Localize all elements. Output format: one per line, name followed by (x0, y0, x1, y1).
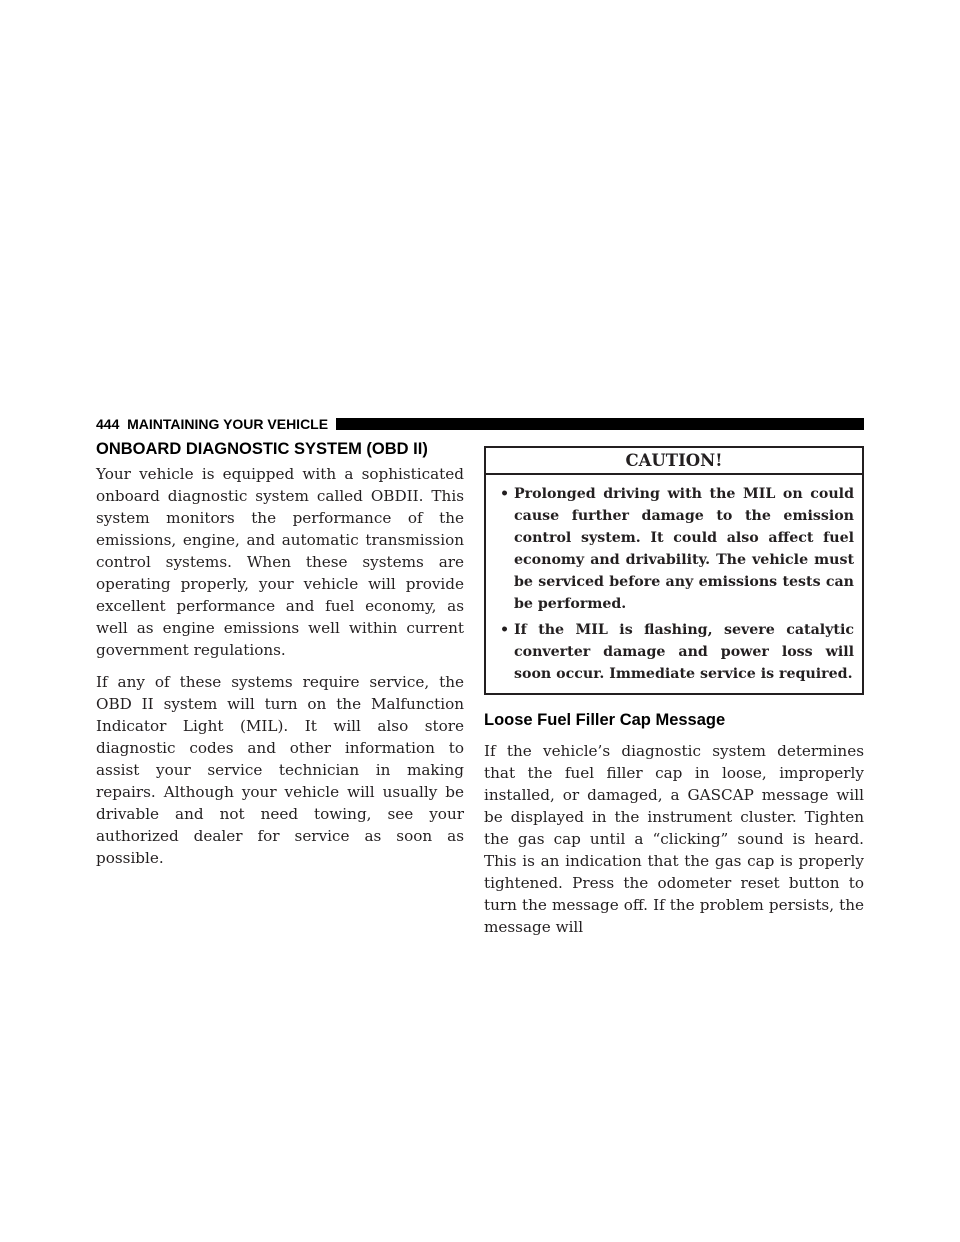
caution-item (486, 483, 854, 615)
bullet-icon: • (500, 486, 510, 502)
subsection-heading-fuel-cap: Loose Fuel Filler Cap Message (484, 711, 726, 729)
caution-item-text: Prolonged driving with the MIL on could cause further damage to the emission control system. It could also affect fuel economy and drivability. The vehicle must be serviced before any emissions tests can be performed. (514, 486, 854, 612)
running-head (96, 416, 336, 432)
section-heading-obd: ONBOARD DIAGNOSTIC SYSTEM (OBD II) (96, 440, 428, 458)
caution-list (486, 475, 862, 693)
caution-box (484, 446, 864, 695)
paragraph-obd-service: If any of these systems require service, the OBD II system will turn on the Malfunction Indicator Light (MIL). It will also store diagnostic codes and other information to assist your service technician in making repairs. Although your vehicle will usually be drivable and not need towing, see your authorized dealer for service as soon as possible. (96, 673, 464, 867)
section-title: MAINTAINING YOUR VEHICLE (127, 416, 329, 432)
bullet-icon: • (500, 622, 510, 638)
paragraph-fuel-cap: If the vehicle’s diagnostic system determines that the fuel filler cap in loose, improperly installed, or damaged, a GASCAP message will be displayed in the instrument cluster. Tighten the gas cap until a “clicking” sound is heard. This is an indication that the gas cap is properly tightened. Press the odometer reset button to turn the message off. If the problem persists, the message will (484, 742, 864, 936)
left-column (96, 438, 464, 879)
page-header (96, 415, 864, 433)
caution-item-text: If the MIL is flashing, severe catalytic converter damage and power loss will soon occur. Immediate service is required. (514, 622, 854, 682)
caution-item (486, 619, 854, 685)
caution-title: CAUTION! (486, 448, 862, 475)
paragraph-obd-intro: Your vehicle is equipped with a sophisticated onboard diagnostic system called OBDII. This system monitors the performance of the emissions, engine, and automatic transmission control systems. When these systems are operating properly, your vehicle will provide excellent performance and fuel economy, as well as engine emissions well within current government regulations. (96, 465, 464, 659)
right-column (484, 446, 864, 948)
header-rule (336, 418, 864, 430)
page-number: 444 (96, 416, 120, 432)
